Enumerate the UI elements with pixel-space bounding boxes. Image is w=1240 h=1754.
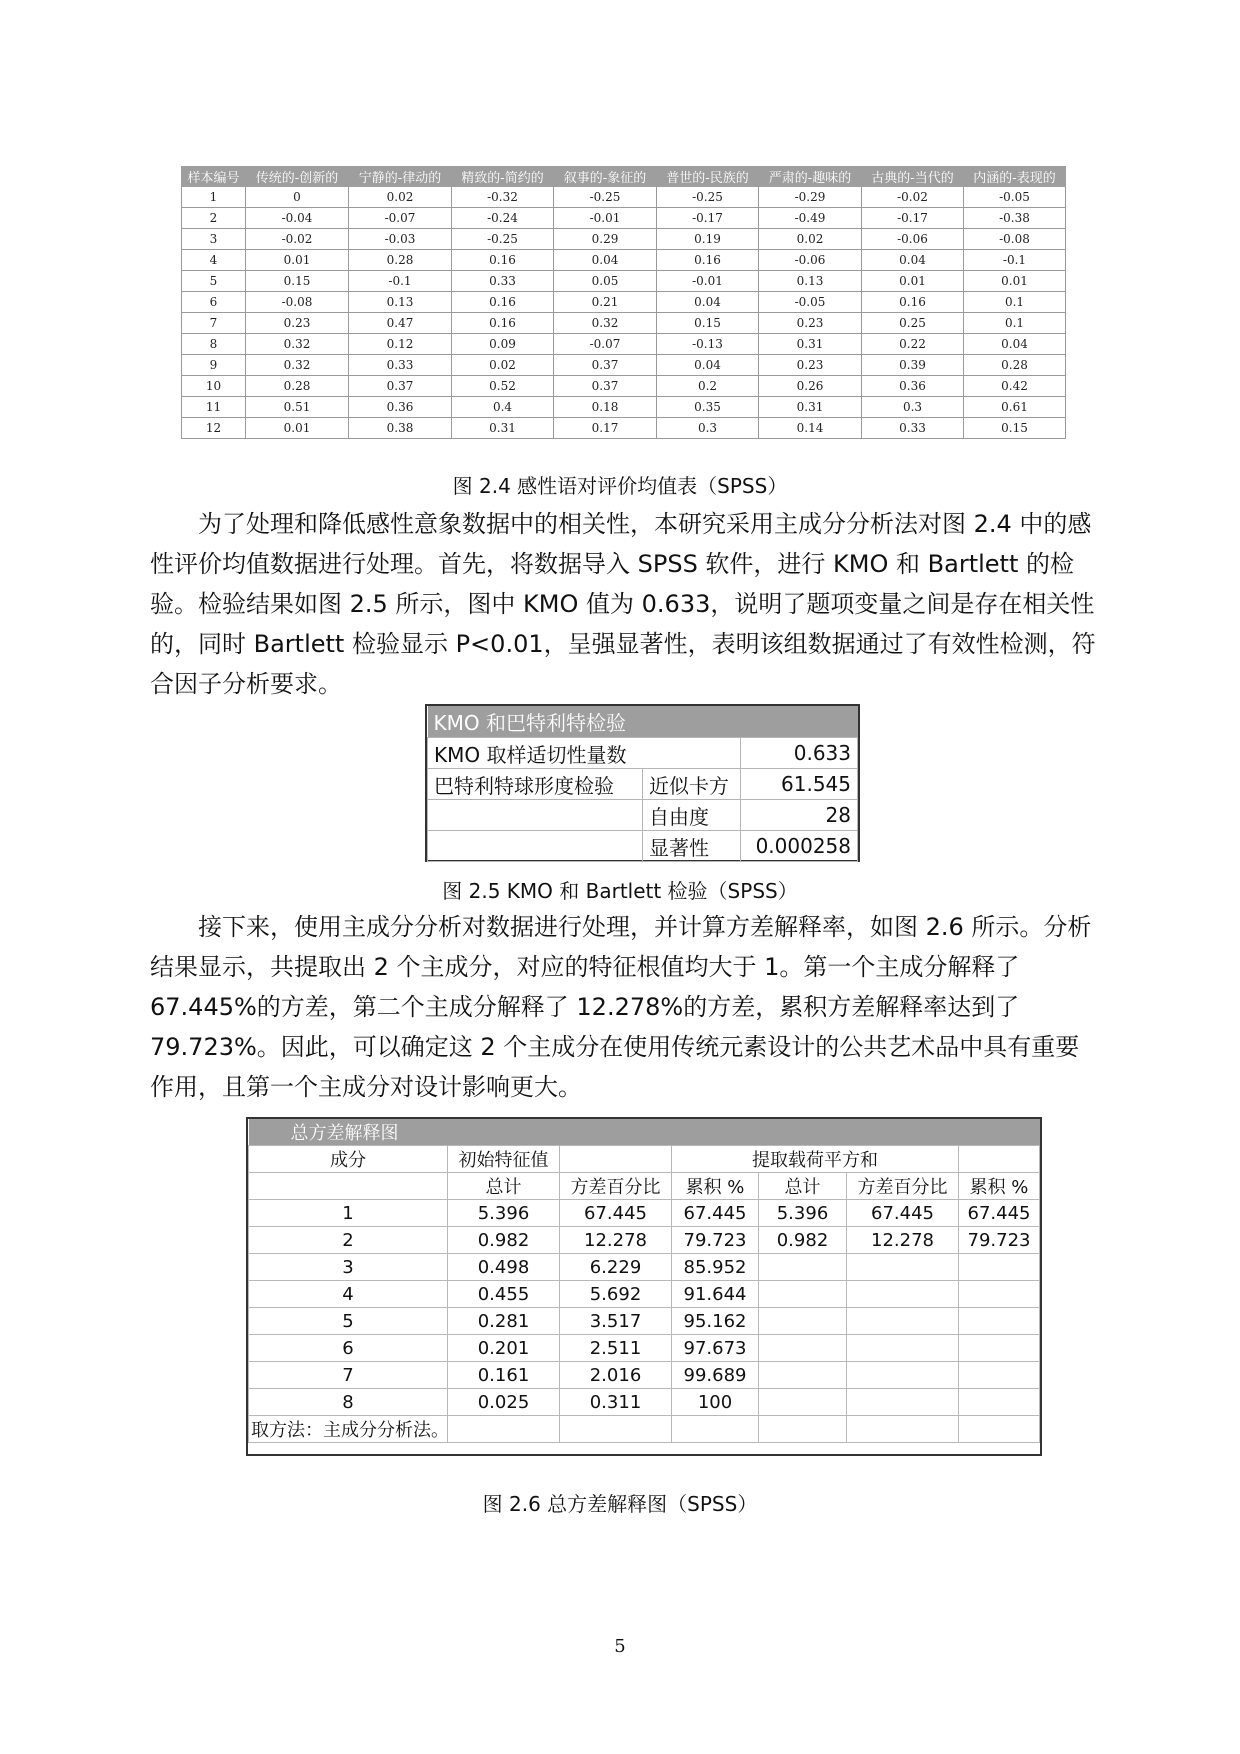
table-cell: -0.08 xyxy=(964,229,1066,250)
table-cell: 67.445 xyxy=(560,1200,672,1227)
table-cell: 0.23 xyxy=(759,313,862,334)
table-cell: 5 xyxy=(249,1308,448,1335)
table-row xyxy=(182,187,1066,208)
table-row xyxy=(249,1227,1040,1254)
table-row xyxy=(182,355,1066,376)
table-cell: 12.278 xyxy=(560,1227,672,1254)
table-cell xyxy=(959,1362,1040,1389)
table-cell: -0.05 xyxy=(759,292,862,313)
table-cell xyxy=(847,1362,959,1389)
table-cell: 95.162 xyxy=(672,1308,759,1335)
table-cell: 0.15 xyxy=(964,418,1066,439)
table-cell: 0.42 xyxy=(964,376,1066,397)
table-cell: 0.498 xyxy=(448,1254,560,1281)
table-row xyxy=(249,1281,1040,1308)
page-number: 5 xyxy=(614,1636,626,1657)
table-cell: 0.04 xyxy=(657,355,759,376)
table-cell xyxy=(847,1281,959,1308)
table-cell: 12.278 xyxy=(847,1227,959,1254)
evaluation-mean-table xyxy=(181,166,1066,439)
table-cell: 6.229 xyxy=(560,1254,672,1281)
table-cell: 2 xyxy=(182,208,246,229)
total-variance-table xyxy=(246,1117,1042,1456)
table-cell: 0.33 xyxy=(862,418,964,439)
table-cell: -0.06 xyxy=(862,229,964,250)
table-cell: 0.38 xyxy=(349,418,452,439)
table-cell: 0.982 xyxy=(759,1227,847,1254)
table-row xyxy=(182,397,1066,418)
table-cell: 99.689 xyxy=(672,1362,759,1389)
table-cell: -0.05 xyxy=(964,187,1066,208)
table-cell: 0.52 xyxy=(452,376,554,397)
table-cell xyxy=(847,1335,959,1362)
table-cell: -0.03 xyxy=(349,229,452,250)
table-cell: -0.13 xyxy=(657,334,759,355)
figure-caption-2-6: 图 2.6 总方差解释图（SPSS） xyxy=(482,1492,758,1516)
table-cell: -0.49 xyxy=(759,208,862,229)
bartlett-label: 巴特利特球形度检验 xyxy=(428,769,643,800)
table-cell: 0.32 xyxy=(246,334,349,355)
table-cell: 0.01 xyxy=(246,250,349,271)
table-cell: 2.016 xyxy=(560,1362,672,1389)
table-cell: 0.22 xyxy=(862,334,964,355)
table-cell: 0.37 xyxy=(554,355,657,376)
table-cell: -0.24 xyxy=(452,208,554,229)
table-cell: 0.201 xyxy=(448,1335,560,1362)
table-row xyxy=(249,1335,1040,1362)
table-cell: 0.12 xyxy=(349,334,452,355)
table-cell: 0.13 xyxy=(759,271,862,292)
table-cell: 3 xyxy=(182,229,246,250)
table-cell: 0.01 xyxy=(862,271,964,292)
table-row xyxy=(182,292,1066,313)
table-cell: -0.07 xyxy=(349,208,452,229)
table-cell: 2 xyxy=(249,1227,448,1254)
table-cell: 0.281 xyxy=(448,1308,560,1335)
table-cell: 0.04 xyxy=(554,250,657,271)
table-cell: 2.511 xyxy=(560,1335,672,1362)
table-row xyxy=(249,1200,1040,1227)
table-cell: 0.37 xyxy=(554,376,657,397)
table-cell: 12 xyxy=(182,418,246,439)
table-cell xyxy=(959,1389,1040,1416)
table-row xyxy=(249,1362,1040,1389)
table-cell: 7 xyxy=(249,1362,448,1389)
table-cell: 0.04 xyxy=(657,292,759,313)
table-cell: -0.17 xyxy=(862,208,964,229)
table-cell: 0.025 xyxy=(448,1389,560,1416)
table-cell: 91.644 xyxy=(672,1281,759,1308)
table-cell: 0.16 xyxy=(452,250,554,271)
table-cell: 4 xyxy=(249,1281,448,1308)
table-cell: 0.311 xyxy=(560,1389,672,1416)
table-cell: 0.982 xyxy=(448,1227,560,1254)
variance-subheader: 累积 % xyxy=(959,1173,1040,1200)
df-label: 自由度 xyxy=(643,800,741,831)
table-cell: 0.04 xyxy=(964,334,1066,355)
table-cell: 0.51 xyxy=(246,397,349,418)
table-cell: -0.01 xyxy=(657,271,759,292)
variance-subheader: 总计 xyxy=(759,1173,847,1200)
table-cell: -0.17 xyxy=(657,208,759,229)
table-cell: 0.28 xyxy=(246,376,349,397)
table-cell: 6 xyxy=(249,1335,448,1362)
table-cell: 0.33 xyxy=(452,271,554,292)
table-cell: 3.517 xyxy=(560,1308,672,1335)
table-cell: 0.33 xyxy=(349,355,452,376)
table-cell: 0.31 xyxy=(759,334,862,355)
initial-eigenvalue-header: 初始特征值 xyxy=(448,1146,560,1173)
table-cell: 0.35 xyxy=(657,397,759,418)
table-cell: 0.18 xyxy=(554,397,657,418)
table-cell: 0.25 xyxy=(862,313,964,334)
table-cell: 0.26 xyxy=(759,376,862,397)
table-cell: 0.02 xyxy=(349,187,452,208)
table-cell: -0.25 xyxy=(452,229,554,250)
table-row xyxy=(182,208,1066,229)
table-header-row xyxy=(182,167,1066,187)
table-cell: 5.692 xyxy=(560,1281,672,1308)
table-cell: 0.36 xyxy=(862,376,964,397)
table-cell: 100 xyxy=(672,1389,759,1416)
table-cell: 0.31 xyxy=(452,418,554,439)
table-cell: 0.16 xyxy=(452,313,554,334)
table-cell: 0.28 xyxy=(349,250,452,271)
table-cell: -0.07 xyxy=(554,334,657,355)
extraction-loadings-header: 提取载荷平方和 xyxy=(672,1146,959,1173)
kmo-table-title: KMO 和巴特利特检验 xyxy=(428,706,858,738)
table-cell: 0.09 xyxy=(452,334,554,355)
table-cell: 0.1 xyxy=(964,313,1066,334)
table-cell: 0.3 xyxy=(862,397,964,418)
table-cell: 8 xyxy=(249,1389,448,1416)
variance-subheader: 方差百分比 xyxy=(847,1173,959,1200)
table-cell: 79.723 xyxy=(672,1227,759,1254)
table-cell: 0.01 xyxy=(246,418,349,439)
table-row xyxy=(182,250,1066,271)
table-cell: 1 xyxy=(249,1200,448,1227)
column-header: 传统的-创新的 xyxy=(246,167,349,187)
kmo-label: KMO 取样适切性量数 xyxy=(428,738,741,769)
table-cell: 67.445 xyxy=(847,1200,959,1227)
table-cell: -0.01 xyxy=(554,208,657,229)
table-cell xyxy=(759,1335,847,1362)
significance-value: 0.000258 xyxy=(741,831,858,862)
table-cell: -0.38 xyxy=(964,208,1066,229)
table-cell: 0.23 xyxy=(246,313,349,334)
component-header: 成分 xyxy=(249,1146,448,1173)
table-cell xyxy=(959,1335,1040,1362)
paragraph-pca-results: 接下来，使用主成分分析对数据进行处理，并计算方差解释率，如图 2.6 所示。分析结果显示，共提取出 2 个主成分，对应的特征根值均大于 1。第一个主成分解释了 67.445%的方差，第二个主成分解释了 12.278%的方差，累积方差解释率达到了 79.723%。因此，可以确定这 2 个主成分在使用传统元素设计的公共艺术品中具有重要作用，且第一个主成分对设计影响更大。 xyxy=(150,913,1092,1101)
table-cell: 4 xyxy=(182,250,246,271)
table-cell: 0.02 xyxy=(759,229,862,250)
table-cell: 0.455 xyxy=(448,1281,560,1308)
table-cell: 0.4 xyxy=(452,397,554,418)
table-cell: 0.29 xyxy=(554,229,657,250)
column-header: 宁静的-律动的 xyxy=(349,167,452,187)
table-cell: 0.1 xyxy=(964,292,1066,313)
variance-subheader: 总计 xyxy=(448,1173,560,1200)
table-cell: 0.16 xyxy=(452,292,554,313)
table-row xyxy=(182,271,1066,292)
table-row xyxy=(249,1254,1040,1281)
table-cell: 1 xyxy=(182,187,246,208)
chi-square-value: 61.545 xyxy=(741,769,858,800)
kmo-value: 0.633 xyxy=(741,738,858,769)
table-cell: 0.15 xyxy=(657,313,759,334)
table-cell: -0.04 xyxy=(246,208,349,229)
table-cell: -0.32 xyxy=(452,187,554,208)
table-cell: 67.445 xyxy=(959,1200,1040,1227)
table-cell: 7 xyxy=(182,313,246,334)
table-cell: 0.37 xyxy=(349,376,452,397)
table-cell: 6 xyxy=(182,292,246,313)
table-cell: 0.02 xyxy=(452,355,554,376)
significance-label: 显著性 xyxy=(643,831,741,862)
table-cell: 0.36 xyxy=(349,397,452,418)
table-cell: -0.25 xyxy=(657,187,759,208)
paragraph-kmo-intro: 为了处理和降低感性意象数据中的相关性，本研究采用主成分分析法对图 2.4 中的感性评价均值数据进行处理。首先，将数据导入 SPSS 软件，进行 KMO 和 Bartlett 的检验。检验结果如图 2.5 所示，图中 KMO 值为 0.633，说明了题项变量之间是存在相关性的，同时 Bartlett 检验显示 P<0.01，呈强显著性，表明该组数据通过了有效性检测，符合因子分析要求。 xyxy=(150,510,1096,698)
table-cell xyxy=(759,1308,847,1335)
table-row xyxy=(182,229,1066,250)
column-header: 叙事的-象征的 xyxy=(554,167,657,187)
table-cell: 0.01 xyxy=(964,271,1066,292)
table-cell xyxy=(759,1281,847,1308)
table-cell: -0.25 xyxy=(554,187,657,208)
column-header: 精致的-简约的 xyxy=(452,167,554,187)
table-cell xyxy=(847,1254,959,1281)
table-cell: 0.19 xyxy=(657,229,759,250)
df-value: 28 xyxy=(741,800,858,831)
table-cell: -0.02 xyxy=(246,229,349,250)
variance-subheader: 方差百分比 xyxy=(560,1173,672,1200)
table-cell: 5.396 xyxy=(759,1200,847,1227)
table-cell: 0.31 xyxy=(759,397,862,418)
variance-subheader: 累积 % xyxy=(672,1173,759,1200)
table-row xyxy=(182,376,1066,397)
table-cell: -0.06 xyxy=(759,250,862,271)
table-cell: 0.21 xyxy=(554,292,657,313)
table-cell xyxy=(759,1389,847,1416)
table-cell: 0.32 xyxy=(246,355,349,376)
table-cell: 0.61 xyxy=(964,397,1066,418)
table-row xyxy=(182,418,1066,439)
table-cell: 5 xyxy=(182,271,246,292)
table-cell: 9 xyxy=(182,355,246,376)
table-row xyxy=(182,334,1066,355)
table-cell: 0.39 xyxy=(862,355,964,376)
table-cell xyxy=(847,1308,959,1335)
table-cell: 0.15 xyxy=(246,271,349,292)
table-cell: 0 xyxy=(246,187,349,208)
chi-square-label: 近似卡方 xyxy=(643,769,741,800)
variance-table-title: 总方差解释图 xyxy=(249,1119,1040,1146)
table-row xyxy=(182,313,1066,334)
kmo-bartlett-table xyxy=(425,704,860,862)
table-cell: 5.396 xyxy=(448,1200,560,1227)
table-cell: 0.04 xyxy=(862,250,964,271)
table-row xyxy=(249,1389,1040,1416)
table-cell: 0.05 xyxy=(554,271,657,292)
table-cell: 8 xyxy=(182,334,246,355)
column-header: 严肃的-趣味的 xyxy=(759,167,862,187)
column-header: 内涵的-表现的 xyxy=(964,167,1066,187)
table-cell xyxy=(959,1254,1040,1281)
table-cell: 0.16 xyxy=(657,250,759,271)
table-cell: -0.1 xyxy=(349,271,452,292)
extraction-method-note: 取方法：主成分分析法。 xyxy=(249,1416,448,1443)
table-cell: 0.16 xyxy=(862,292,964,313)
table-cell: 0.3 xyxy=(657,418,759,439)
table-cell: -0.1 xyxy=(964,250,1066,271)
table-row xyxy=(249,1308,1040,1335)
table-cell: 0.28 xyxy=(964,355,1066,376)
table-cell xyxy=(759,1362,847,1389)
table-cell xyxy=(959,1308,1040,1335)
table-cell: 11 xyxy=(182,397,246,418)
table-cell: 0.2 xyxy=(657,376,759,397)
figure-caption-2-4: 图 2.4 感性语对评价均值表（SPSS） xyxy=(452,474,788,498)
table-cell: -0.02 xyxy=(862,187,964,208)
table-cell: 0.14 xyxy=(759,418,862,439)
variance-subheader-row xyxy=(249,1173,1040,1200)
table-cell: 0.13 xyxy=(349,292,452,313)
table-cell: -0.08 xyxy=(246,292,349,313)
table-cell: 0.17 xyxy=(554,418,657,439)
table-cell: 97.673 xyxy=(672,1335,759,1362)
table-cell xyxy=(759,1254,847,1281)
column-header: 普世的-民族的 xyxy=(657,167,759,187)
table-cell: 0.161 xyxy=(448,1362,560,1389)
table-cell: 0.47 xyxy=(349,313,452,334)
table-cell: 79.723 xyxy=(959,1227,1040,1254)
column-header: 样本编号 xyxy=(182,167,246,187)
column-header: 古典的-当代的 xyxy=(862,167,964,187)
table-cell: 0.23 xyxy=(759,355,862,376)
table-cell: 3 xyxy=(249,1254,448,1281)
table-cell xyxy=(847,1389,959,1416)
table-cell xyxy=(959,1281,1040,1308)
table-cell: -0.29 xyxy=(759,187,862,208)
figure-caption-2-5: 图 2.5 KMO 和 Bartlett 检验（SPSS） xyxy=(442,879,798,903)
table-cell: 67.445 xyxy=(672,1200,759,1227)
table-cell: 85.952 xyxy=(672,1254,759,1281)
table-cell: 10 xyxy=(182,376,246,397)
table-cell: 0.32 xyxy=(554,313,657,334)
